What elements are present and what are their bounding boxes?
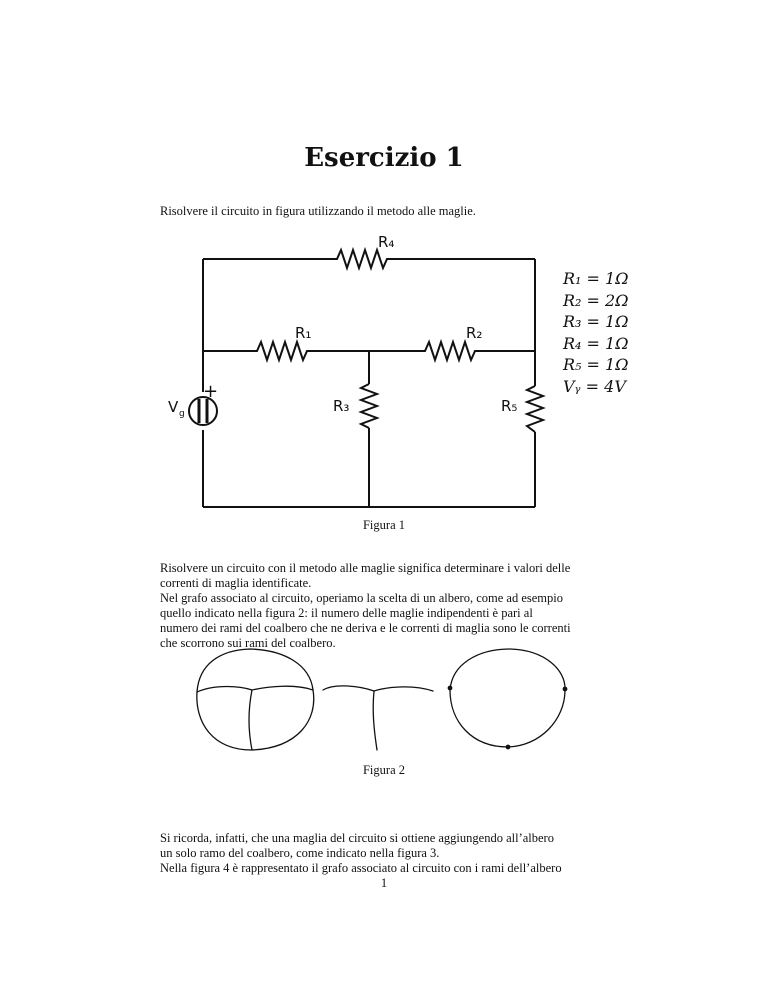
r4-resistor — [203, 250, 535, 268]
vg-label: V — [168, 398, 179, 416]
intro-paragraph: Risolvere il circuito in figura utilizzando il metodo alle maglie. — [160, 204, 476, 218]
full-graph — [197, 649, 314, 750]
paragraph-3 — [160, 831, 612, 876]
r2-label: R₂ — [466, 324, 483, 342]
graph-figure — [180, 640, 600, 760]
paragraph-line: Nel grafo associato al circuito, operiamo la scelta di un albero, come ad esempio — [160, 591, 563, 605]
paragraph-line: numero dei rami del coalbero che ne deriva e le correnti di maglia sono le correnti — [160, 621, 571, 635]
r1-resistor — [203, 342, 369, 360]
value-r3: R₃ = 1Ω — [563, 312, 629, 331]
figure-2-caption: Figura 2 — [362, 763, 405, 777]
paragraph-2 — [160, 561, 612, 651]
paragraph-line: correnti di maglia identificate. — [160, 576, 312, 590]
tree-graph — [323, 686, 433, 750]
r5-resistor — [527, 386, 543, 432]
value-r4: R₄ = 1Ω — [563, 333, 629, 353]
r2-resistor — [369, 342, 535, 360]
plus-sign: + — [203, 381, 219, 402]
value-r1: R₁ = 1Ω — [563, 269, 629, 288]
r5-label: R₅ — [501, 397, 518, 415]
paragraph-line: Risolvere un circuito con il metodo alle maglie significa determinare i valori delle — [160, 561, 571, 575]
paragraph-line: Nella figura 4 è rappresentato il grafo associato al circuito con i rami dell’albero — [160, 861, 562, 875]
value-vg: Vᵧ = 4V — [563, 376, 626, 396]
paragraph-line: quello indicato nella figura 2: il numero delle maglie indipendenti è pari al — [160, 606, 533, 620]
cotree-graph — [450, 649, 565, 747]
value-r5: R₅ = 1Ω — [563, 355, 629, 374]
page-title: Esercizio 1 — [304, 143, 464, 173]
paragraph-line: un solo ramo del coalbero, come indicato nella figura 3. — [160, 846, 440, 860]
vg-subscript: g — [179, 409, 185, 419]
component-values — [563, 268, 628, 397]
r1-label: R₁ — [295, 324, 312, 342]
page-number: 1 — [380, 876, 388, 890]
paragraph-line: Si ricorda, infatti, che una maglia del circuito si ottiene aggiungendo all’albero — [160, 831, 554, 845]
r3-label: R₃ — [333, 397, 350, 415]
figure-1-caption: Figura 1 — [362, 518, 405, 532]
paragraph-line: che scorrono sui rami del coalbero. — [160, 636, 336, 650]
r3-resistor — [361, 384, 377, 428]
value-r2: R₂ = 2Ω — [563, 290, 629, 310]
r4-label: R₄ — [378, 233, 395, 251]
circuit-diagram — [150, 225, 560, 515]
